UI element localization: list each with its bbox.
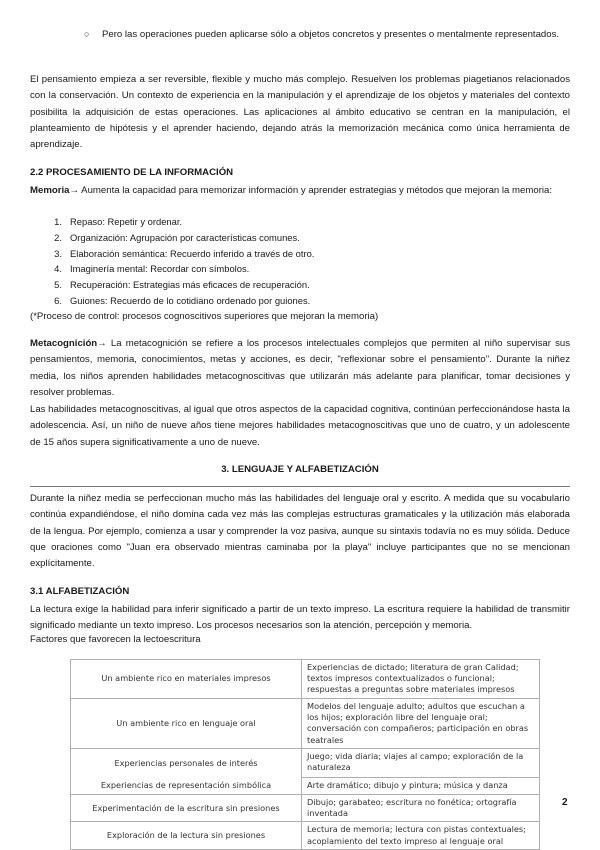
memory-term: Memoria — [30, 185, 70, 196]
table-cell-detail: Arte dramático; dibujo y pintura; música y danza — [302, 778, 540, 795]
arrow-icon: → — [97, 338, 107, 349]
table-row — [71, 660, 540, 699]
section-divider — [30, 486, 570, 487]
list-item: 6. Guiones: Recuerdo de lo cotidiano ordenado por guiones. — [54, 294, 311, 306]
control-note: (*Proceso de control: procesos cognoscitivos superiores que mejoran la memoria) — [30, 311, 379, 322]
table-row — [71, 822, 540, 849]
list-item: 5. Recuperación: Estrategias más eficaces de recuperación. — [54, 279, 310, 291]
section-3-heading: 3. LENGUAJE Y ALFABETIZACIÓN — [221, 464, 379, 475]
habilidades-paragraph: Las habilidades metacognoscitivas, al igual que otros aspectos de la capacidad cognitiva, continúan perfeccionándose hasta la adolescencia. Así, un niño de nueve años tiene mejores habilidades metacognoscitivas que uno de cuatro, y un adolescente de 15 años supera significativamente a uno de nueve. — [30, 404, 570, 448]
table-cell-factor: Experiencias personales de interés — [71, 749, 302, 778]
list-item: 1. Repaso: Repetir y ordenar. — [54, 216, 183, 227]
list-item: 3. Elaboración semántica: Recuerdo inferido a través de otro. — [54, 247, 315, 259]
table-cell-detail: Dibujo; garabateo; escritura no fonética; ortografía inventada — [302, 795, 540, 822]
section-3-paragraph: Durante la niñez media se perfeccionan mucho más las habilidades del lenguaje oral y escrito. A medida que su vocabulario continúa expandiéndose, el niño domina cada vez más las complejas estructuras gramaticales y la utilización más elaborada de la lengua. Por ejemplo, comienza a usar y comprender la voz pasiva, aunque su sintaxis todavía no es muy sólida. Deduce que oraciones como "Juan era observado mientras caminaba por la playa" incluye participantes que no se mencionan explícitamente. — [30, 493, 570, 570]
memory-text: Aumenta la capacidad para memorizar información y aprender estrategias y métodos que mejoran la memoria: — [79, 185, 553, 196]
table-row — [71, 778, 540, 795]
bullet-text: Pero las operaciones pueden aplicarse sólo a objetos concretos y presentes o mentalmente representados. — [102, 29, 560, 40]
paragraph-pensamiento: El pensamiento empieza a ser reversible, flexible y mucho más complejo. Resuelven los problemas piagetianos relacionados con la conservación. Un contexto de experiencia en la manipulación y el aprendizaje de los objetos y materiales del contexto posibilita la adquisición de estas operaciones. Las aplicaciones al ámbito educativo se centran en la manipulación, el planteamiento de hipótesis y el aprender haciendo, dejando atrás la memorización mecánica como única herramienta de aprendizaje. — [30, 74, 570, 151]
section-3-1-heading: 3.1 ALFABETIZACIÓN — [30, 586, 130, 597]
list-item: 4. Imaginería mental: Recordar con símbolos. — [54, 263, 250, 275]
factors-table — [70, 659, 540, 850]
table-cell-factor: Experimentación de la escritura sin presiones — [71, 795, 302, 822]
table-cell-detail: Lectura de memoria; lectura con pistas contextuales; acoplamiento del texto impreso al lenguaje oral — [302, 822, 540, 849]
table-cell-factor: Un ambiente rico en lenguaje oral — [71, 699, 302, 749]
bullet-marker: ○ — [84, 29, 90, 39]
section-2-2-heading: 2.2 PROCESAMIENTO DE LA INFORMACIÓN — [30, 167, 234, 178]
table-row — [71, 699, 540, 749]
table-row — [71, 749, 540, 778]
factors-label: Factores que favorecen la lectoescritura — [30, 634, 201, 645]
table-row — [71, 795, 540, 822]
table-cell-detail: Modelos del lenguaje adulto; adultos que escuchan a los hijos; exploración libre del lenguaje oral; conversación con compañeros; participación en obras teatrales — [302, 699, 540, 749]
table-cell-factor: Exploración de la lectura sin presiones — [71, 822, 302, 849]
table-cell-factor: Experiencias de representación simbólica — [71, 778, 302, 795]
arrow-icon: → — [69, 185, 80, 196]
metacognition-text: La metacognición se refiere a los procesos intelectuales complejos que permiten al niño supervisar sus pensamientos, memoria, conocimientos, metas y acciones, es decir, "reflexionar sobre el pensamiento". Durante la niñez media, los niños aprenden habilidades metacognoscitivas que utilizarán más adelante para planificar, tomar decisiones y resolver problemas. — [30, 338, 570, 398]
table-cell-detail: Juego; vida diaria; viajes al campo; exploración de la naturaleza — [302, 749, 540, 778]
table-cell-factor: Un ambiente rico en materiales impresos — [71, 660, 302, 699]
metacognition-paragraph — [30, 336, 570, 401]
table-cell-detail: Experiencias de dictado; literatura de gran Calidad; textos impresos contextualizados o funcional; respuestas a preguntas sobre materiales impresos — [302, 660, 540, 699]
section-3-1-paragraph: La lectura exige la habilidad para inferir significado a partir de un texto impreso. La escritura requiere la habilidad de transmitir significado mediante un texto impreso. Los procesos necesarios son la atención, percepción y memoria. — [30, 604, 570, 632]
metacognition-term: Metacognición — [30, 338, 98, 349]
memory-paragraph — [30, 183, 570, 199]
page-number: 2 — [562, 797, 568, 808]
list-item: 2. Organización: Agrupación por características comunes. — [54, 231, 300, 243]
memory-strategies-list — [30, 214, 510, 309]
